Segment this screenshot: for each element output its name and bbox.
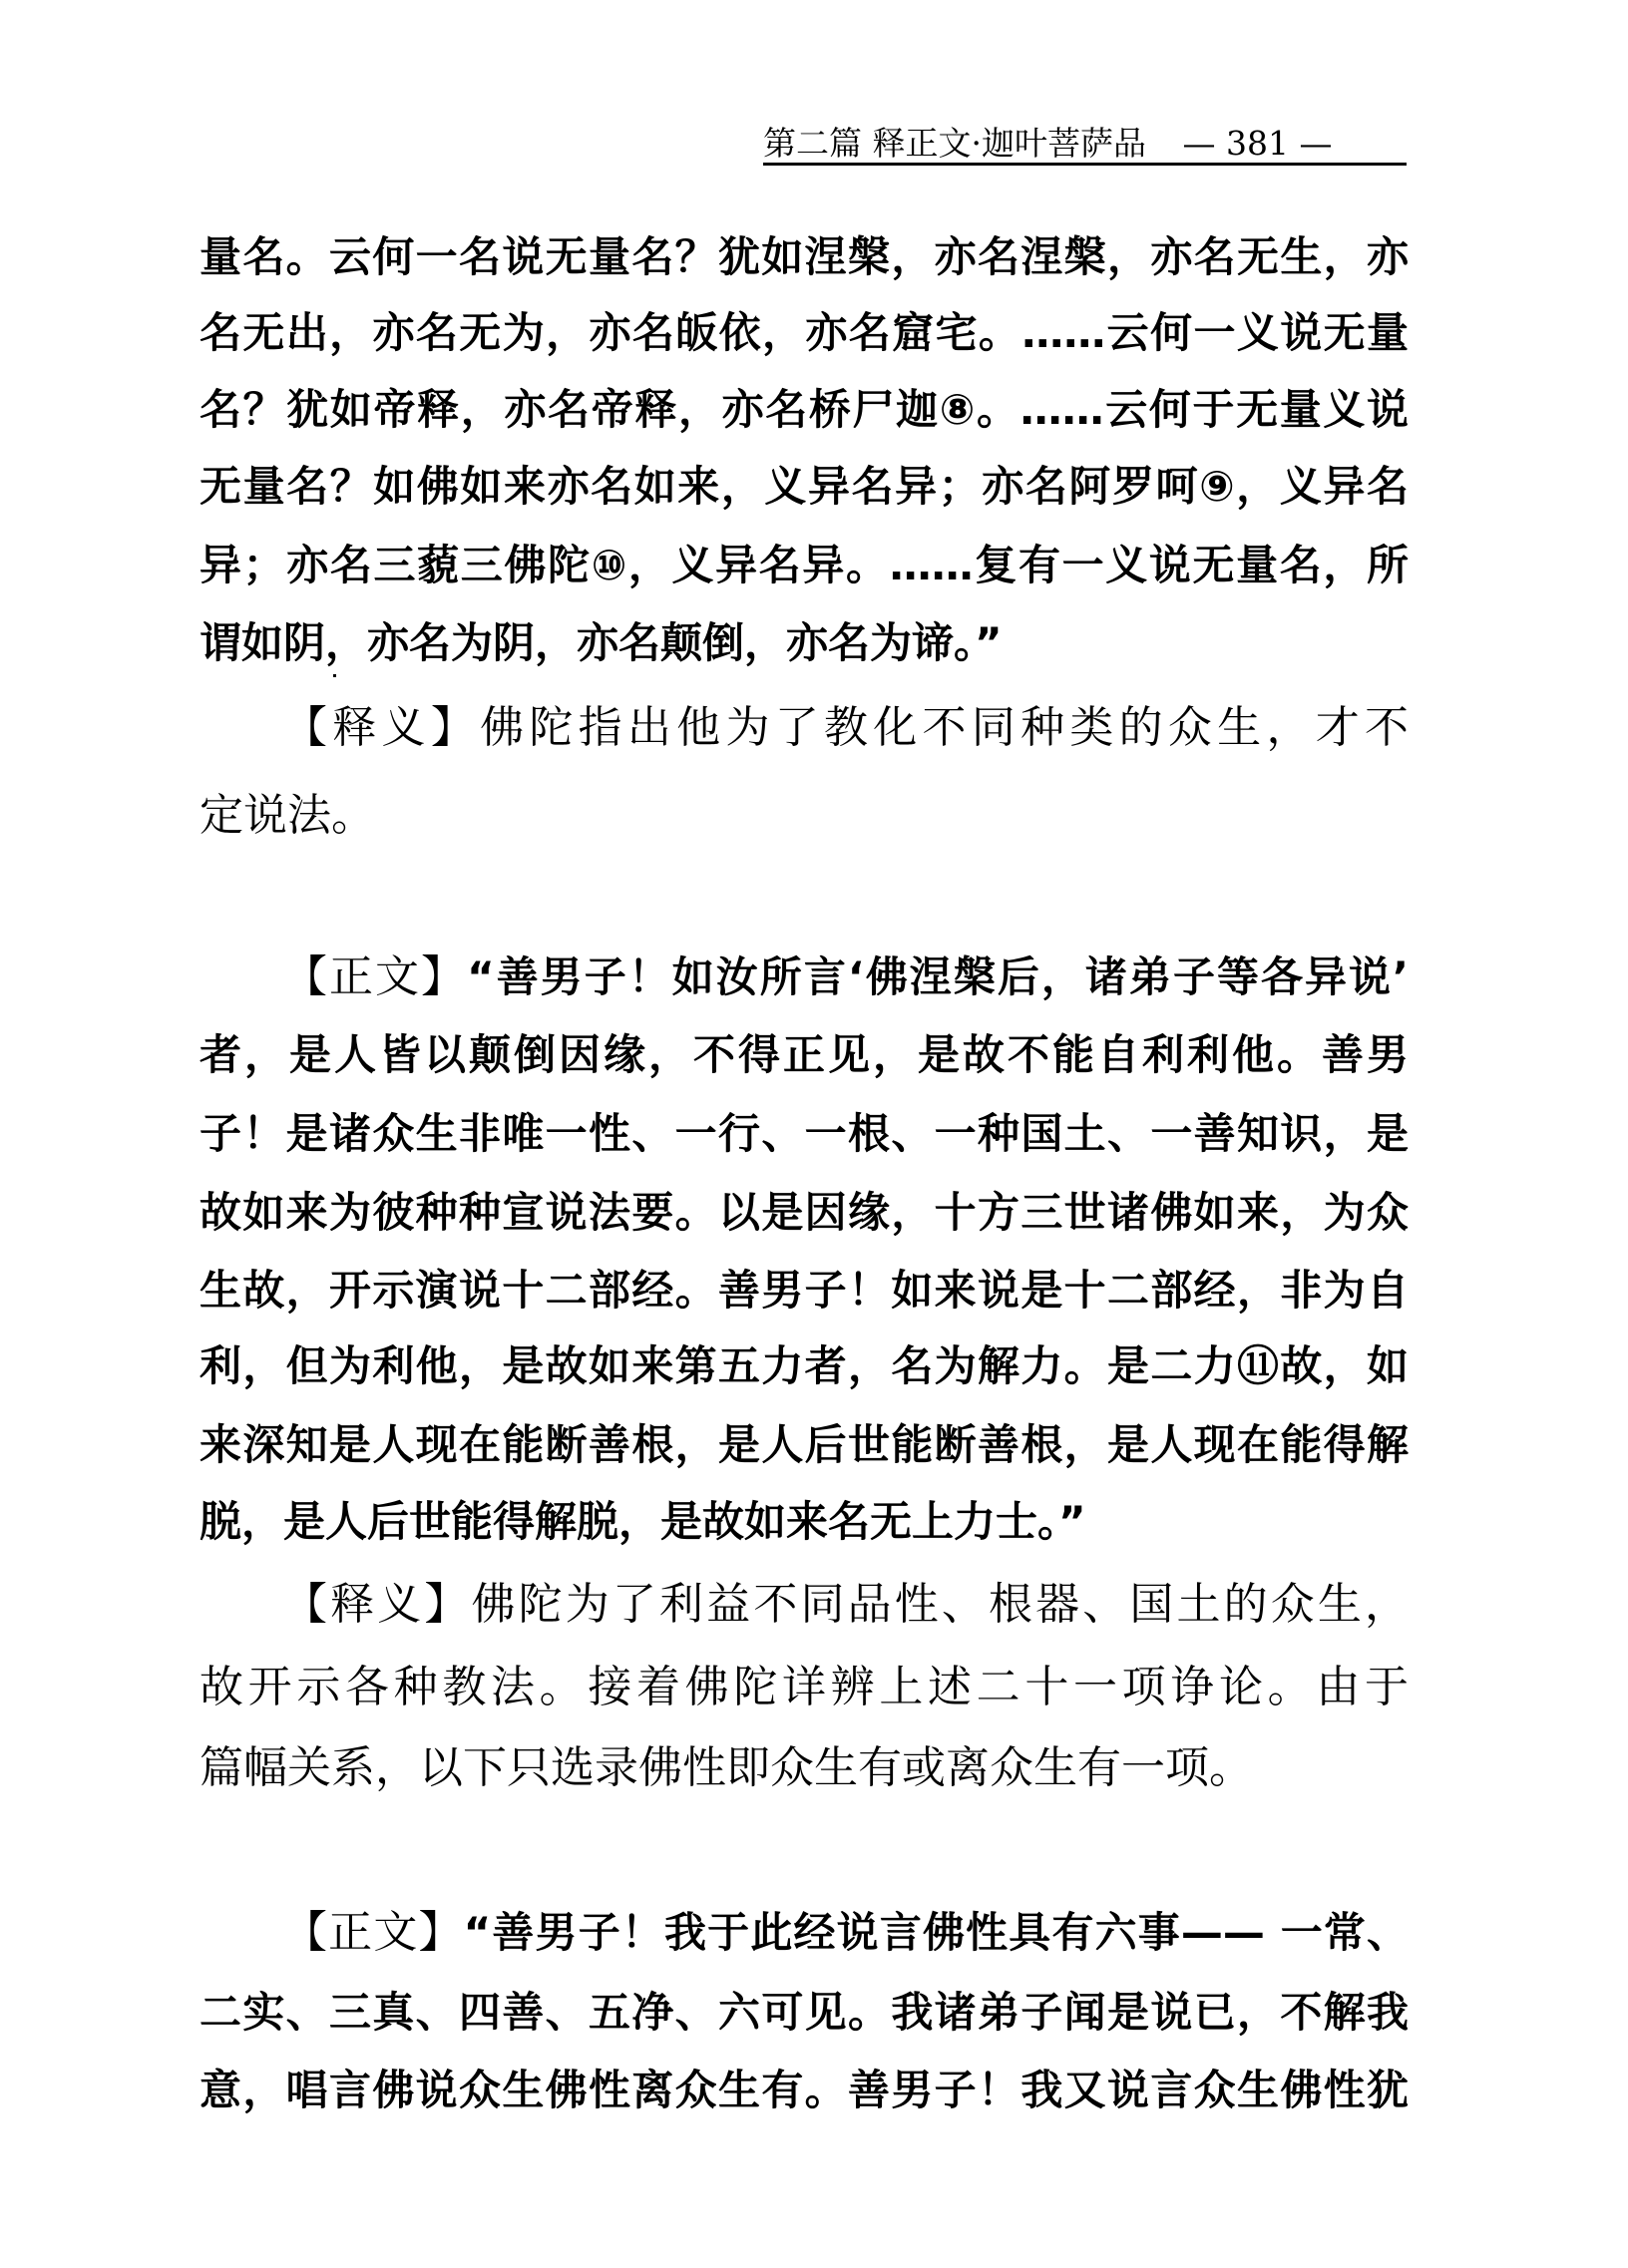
text-line: 二实、三真、四善、五净、六可见。我诸弟子闻是说已，不解我 — [200, 1988, 1409, 2037]
commentary-line — [283, 1575, 1409, 1635]
text-line: 名无出，亦名无为，亦名皈依，亦名窟宅。……云何一义说无量 — [200, 308, 1409, 357]
text-line: 子！是诸众生非唯一性、一行、一根、一种国土、一善知识，是 — [200, 1109, 1409, 1158]
text-line: 谓如阴，亦名为阴，亦名颠倒，亦名为谛。” — [200, 618, 1003, 667]
text-line: 异；亦名三藐三佛陀⑩，义异名异。……复有一义说无量名，所 — [200, 541, 1409, 589]
section-tag: 【正文】 — [283, 951, 468, 1002]
speck — [333, 674, 336, 677]
text: “善男子！我于此经说言佛性具有六事—— 一常、 — [463, 1908, 1410, 1957]
section-tag: 【释义】 — [283, 1579, 472, 1630]
text-line: 名？犹如帝释，亦名帝释，亦名桥尸迦⑧。……云何于无量义说 — [200, 385, 1409, 434]
header-rule — [763, 163, 1407, 166]
text-line: 者，是人皆以颠倒因缘，不得正见，是故不能自利利他。善男 — [200, 1030, 1409, 1079]
commentary-line: 定说法。 — [200, 790, 375, 841]
text-line: 利，但为利他，是故如来第五力者，名为解力。是二力⑪故，如 — [200, 1341, 1409, 1390]
text-line: 脱，是人后世能得解脱，是故如来名无上力士。” — [200, 1497, 1086, 1546]
text-line: 故如来为彼种种宣说法要。以是因缘，十方三世诸佛如来，为众 — [200, 1188, 1409, 1237]
text-line — [283, 1903, 1409, 1963]
running-header — [763, 118, 1407, 162]
page-number: — 381 — — [1182, 124, 1333, 163]
commentary-line: 故开示各种教法。接着佛陀详辨上述二十一项诤论。由于 — [200, 1662, 1409, 1712]
commentary-line — [283, 698, 1409, 758]
text-line: 来深知是人现在能断善根，是人后世能断善根，是人现在能得解 — [200, 1420, 1409, 1469]
text-line: 意，唱言佛说众生佛性离众生有。善男子！我又说言众生佛性犹 — [200, 2066, 1409, 2114]
section-tag: 【正文】 — [283, 1907, 464, 1958]
text-line: 生故，开示演说十二部经。善男子！如来说是十二部经，非为自 — [200, 1266, 1409, 1315]
text-line: 无量名？如佛如来亦名如来，义异名异；亦名阿罗呵⑨，义异名 — [200, 462, 1409, 511]
text-line: 量名。云何一名说无量名？犹如涅槃，亦名涅槃，亦名无生，亦 — [200, 232, 1409, 281]
commentary-text: 佛陀为了利益不同品性、根器、国土的众生， — [471, 1579, 1410, 1630]
chapter-title: 第二篇 释正文·迦叶菩萨品 — [763, 124, 1146, 163]
section-tag: 【释义】 — [283, 702, 481, 753]
commentary-line: 篇幅关系，以下只选录佛性即众生有或离众生有一项。 — [200, 1742, 1253, 1793]
text: “善男子！如汝所言‘佛涅槃后，诸弟子等各异说’ — [467, 952, 1410, 1001]
text-line — [283, 947, 1409, 1007]
commentary-text: 佛陀指出他为了教化不同种类的众生，才不 — [480, 702, 1410, 753]
